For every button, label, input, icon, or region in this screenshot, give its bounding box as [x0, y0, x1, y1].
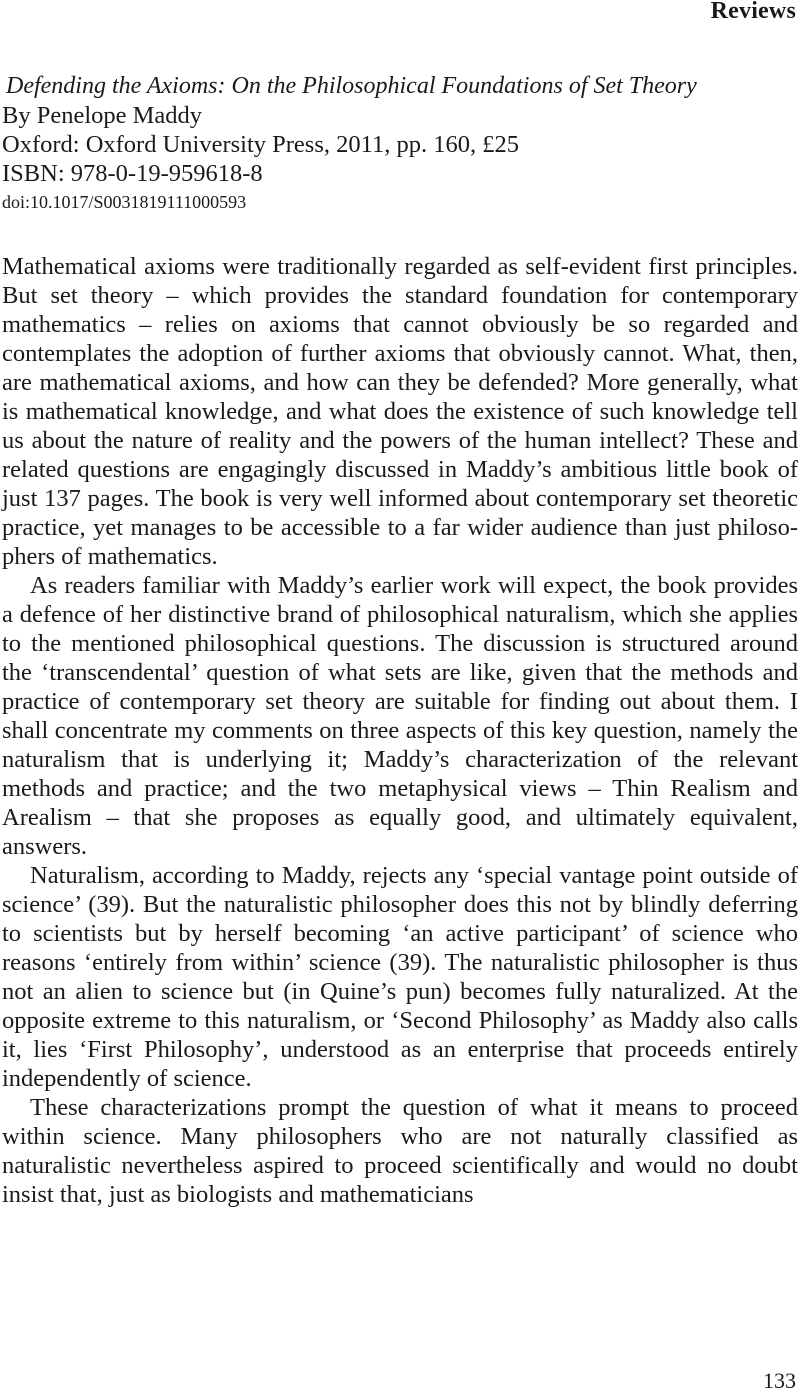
book-citation [2, 72, 798, 216]
paragraph-3: Naturalism, according to Maddy, rejects any ‘special vantage point outside of science’ (39). But the naturalistic philosopher does this not by blindly deferring to scientists but by herself becoming ‘an active participant’ of science who reasons ‘entirely from within’ science (39). The naturalistic philosopher is thus not an alien to science but (in Quine’s pun) becomes fully naturalized. At the opposite extreme to this naturalism, or ‘Second Philosophy’ as Maddy also calls it, lies ‘First Philosophy’, understood as an enterprise that proceeds entirely independently of science. [2, 862, 798, 1092]
book-publication: Oxford: Oxford University Press, 2011, pp. 160, £25 [2, 131, 519, 158]
page-number: 133 [763, 1368, 796, 1393]
paragraph-1: Mathematical axioms were traditionally regarded as self-evident first principles. But set theory – which provides the standard foundation for contemporary mathematics – relies on axioms that cannot obviously be so regarded and contemplates the adoption of further axioms that obviously cannot. What, then, are mathematical axioms, and how can they be defended? More generally, what is mathematical knowledge, and what does the existence of such knowledge tell us about the nature of reality and the powers of the human intellect? These and related questions are engagingly discussed in Maddy’s ambitious little book of just 137 pages. The book is very well informed about contemporary set theoretic practice, yet manages to be accessible to a far wider audience than just philosophers of mathematics. [2, 253, 798, 570]
paragraph-2: As readers familiar with Maddy’s earlier work will expect, the book provides a defence of her distinctive brand of philosophical naturalism, which she applies to the mentioned philosophical questions. The discussion is structured around the ‘transcendental’ question of what sets are like, given that the methods and practice of contemporary set theory are suitable for finding out about them. I shall concentrate my comments on three aspects of this key question, namely the naturalism that is underlying it; Maddy’s characterization of the relevant methods and practice; and the two metaphysical views – Thin Realism and Arealism – that she proposes as equally good, and ultimately equivalent, answers. [2, 572, 798, 860]
book-isbn: ISBN: 978-0-19-959618-8 [2, 160, 263, 187]
review-body [2, 252, 798, 1209]
paragraph-4: These characterizations prompt the question of what it means to proceed within science. Many philosophers who are not naturally classified as naturalistic nevertheless aspired to proceed scientifically and would no doubt insist that, just as biologists and mathematicians [2, 1094, 798, 1208]
book-title: Defending the Axioms: On the Philosophical Foundations of Set Theory [6, 73, 697, 99]
review-doi: doi:10.1017/S0031819111000593 [2, 192, 247, 212]
book-author: By Penelope Maddy [2, 102, 203, 129]
running-head: Reviews [710, 0, 796, 24]
